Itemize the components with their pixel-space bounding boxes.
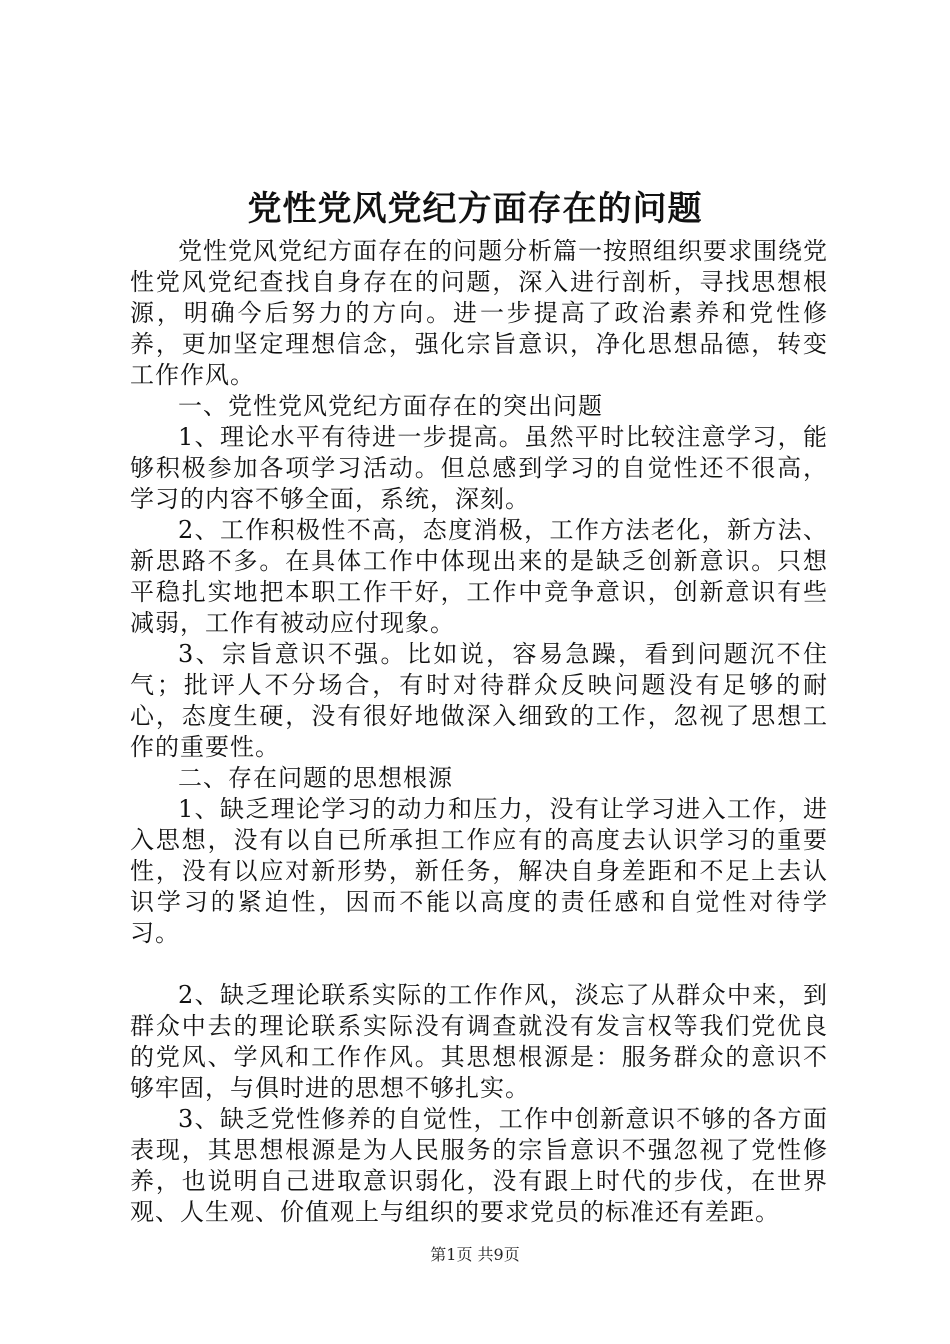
- intro-paragraph: 党性党风党纪方面存在的问题分析篇一按照组织要求围绕党性党风党纪查找自身存在的问题，深入进行剖析，寻找思想根源，明确今后努力的方向。进一步提高了政治素养和党性修养，更加坚定理想信念，强化宗旨意识，净化思想品德，转变工作作风。: [130, 237, 828, 389]
- root-cause-paragraph-3: 3、缺乏党性修养的自觉性，工作中创新意识不够的各方面表现，其思想根源是为人民服务的宗旨意识不强忽视了党性修养，也说明自己进取意识弱化，没有跟上时代的步伐，在世界观、人生观、价值观上与组织的要求党员的标准还有差距。: [130, 1105, 828, 1226]
- blank-line: [130, 949, 828, 980]
- root-cause-paragraph-1: 1、缺乏理论学习的动力和压力，没有让学习进入工作，进入思想，没有以自已所承担工作应有的高度去认识学习的重要性，没有以应对新形势，新任务，解决自身差距和不足上去认识学习的紧迫性，因而不能以高度的责任感和自觉性对待学习。: [130, 795, 828, 947]
- section-heading-1: 一、党性党风党纪方面存在的突出问题: [178, 392, 603, 420]
- page-footer: 第1页 共9页: [430, 1245, 520, 1264]
- document-body: [130, 236, 828, 1228]
- issue-paragraph-1: 1、理论水平有待进一步提高。虽然平时比较注意学习，能够积极参加各项学习活动。但总感到学习的自觉性还不很高，学习的内容不够全面，系统，深刻。: [130, 423, 828, 513]
- issue-paragraph-2: 2、工作积极性不高，态度消极，工作方法老化，新方法、新思路不多。在具体工作中体现出来的是缺乏创新意识。只想平稳扎实地把本职工作干好，工作中竞争意识，创新意识有些减弱，工作有被动应付现象。: [130, 516, 828, 637]
- section-heading-2: 二、存在问题的思想根源: [178, 764, 453, 792]
- root-cause-paragraph-2: 2、缺乏理论联系实际的工作作风，淡忘了从群众中来，到群众中去的理论联系实际没有调查就没有发言权等我们党优良的党风、学风和工作作风。其思想根源是：服务群众的意识不够牢固，与俱时进的思想不够扎实。: [130, 981, 828, 1102]
- issue-paragraph-3: 3、宗旨意识不强。比如说，容易急躁，看到问题沉不住气；批评人不分场合，有时对待群众反映问题没有足够的耐心，态度生硬，没有很好地做深入细致的工作，忽视了思想工作的重要性。: [130, 640, 828, 761]
- document-title: 党性党风党纪方面存在的问题: [247, 189, 703, 229]
